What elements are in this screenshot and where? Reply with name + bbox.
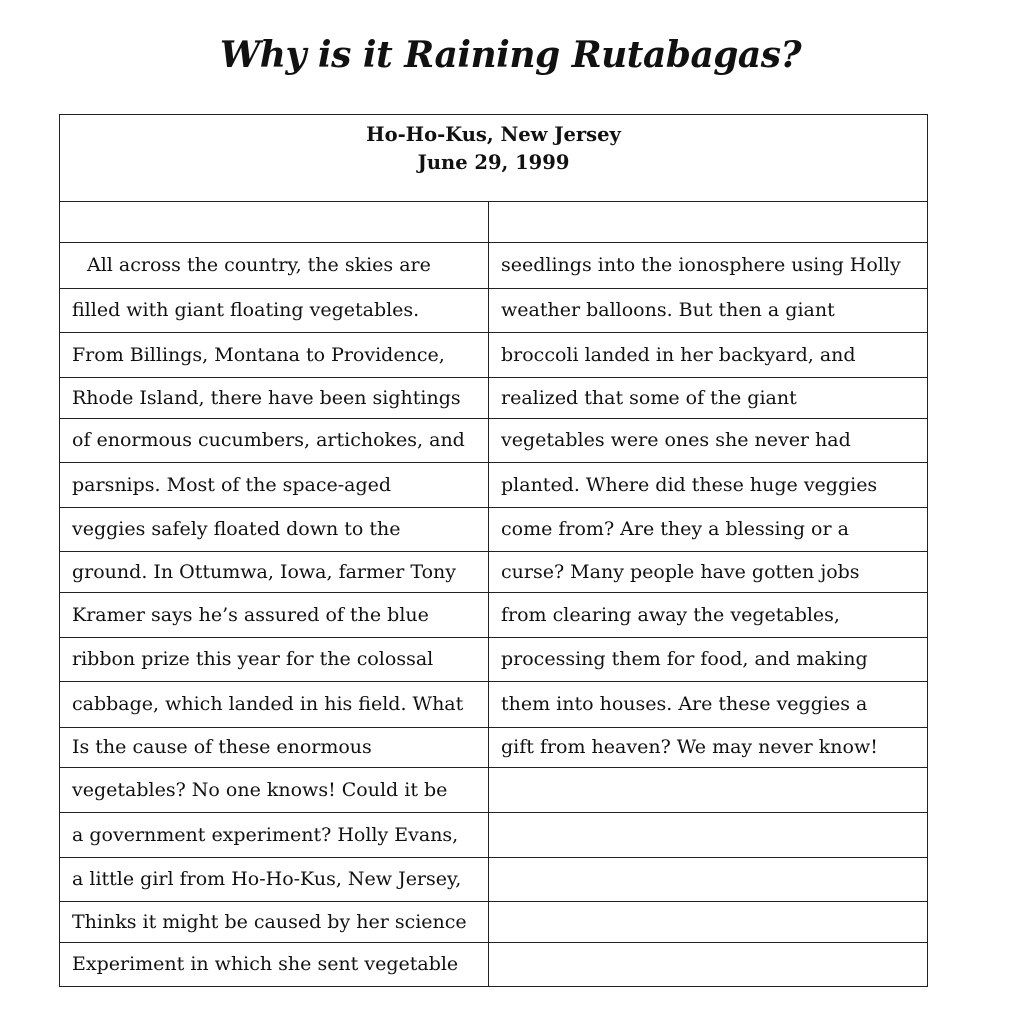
table-row bbox=[60, 858, 928, 902]
table-row bbox=[60, 552, 928, 593]
left-column-line: a little girl from Ho-Ho-Kus, New Jersey, bbox=[60, 858, 489, 902]
table-row bbox=[60, 728, 928, 768]
table-row bbox=[60, 682, 928, 728]
empty-cell-left bbox=[60, 202, 489, 243]
left-column-line: cabbage, which landed in his field. What bbox=[60, 682, 489, 728]
right-column-line: processing them for food, and making bbox=[489, 638, 928, 682]
left-column-line: Is the cause of these enormous bbox=[60, 728, 489, 768]
table-row bbox=[60, 289, 928, 333]
right-column-line bbox=[489, 813, 928, 858]
right-column-line: weather balloons. But then a giant bbox=[489, 289, 928, 333]
empty-cell-right bbox=[489, 202, 928, 243]
right-column-line: curse? Many people have gotten jobs bbox=[489, 552, 928, 593]
table-row bbox=[60, 463, 928, 508]
right-column-line: vegetables were ones she never had bbox=[489, 419, 928, 463]
right-column-line bbox=[489, 858, 928, 902]
right-column-line bbox=[489, 768, 928, 813]
page-title: Why is it Raining Rutabagas? bbox=[219, 34, 802, 76]
table-row bbox=[60, 378, 928, 419]
left-column-line: filled with giant floating vegetables. bbox=[60, 289, 489, 333]
header-row bbox=[60, 115, 928, 202]
left-column-line: veggies safely floated down to the bbox=[60, 508, 489, 552]
dateline-location: Ho-Ho-Kus, New Jersey bbox=[366, 123, 621, 146]
table-row bbox=[60, 638, 928, 682]
left-column-line: Rhode Island, there have been sightings bbox=[60, 378, 489, 419]
right-column-line: seedlings into the ionosphere using Holly bbox=[489, 243, 928, 289]
left-column-line: ground. In Ottumwa, Iowa, farmer Tony bbox=[60, 552, 489, 593]
right-column-line: realized that some of the giant bbox=[489, 378, 928, 419]
table-row bbox=[60, 813, 928, 858]
left-column-line: parsnips. Most of the space-aged bbox=[60, 463, 489, 508]
right-column-line: planted. Where did these huge veggies bbox=[489, 463, 928, 508]
table-row bbox=[60, 333, 928, 378]
left-column-line: Kramer says he’s assured of the blue bbox=[60, 593, 489, 638]
left-column-line: vegetables? No one knows! Could it be bbox=[60, 768, 489, 813]
table-row bbox=[60, 902, 928, 943]
table-row bbox=[60, 768, 928, 813]
left-column-line: of enormous cucumbers, artichokes, and bbox=[60, 419, 489, 463]
right-column-line: come from? Are they a blessing or a bbox=[489, 508, 928, 552]
table-row bbox=[60, 593, 928, 638]
left-column-line: Experiment in which she sent vegetable bbox=[60, 943, 489, 987]
right-column-line: them into houses. Are these veggies a bbox=[489, 682, 928, 728]
dateline-date: June 29, 1999 bbox=[417, 151, 570, 174]
dateline-cell bbox=[60, 115, 928, 202]
table-row bbox=[60, 419, 928, 463]
left-column-line: ribbon prize this year for the colossal bbox=[60, 638, 489, 682]
right-column-line: broccoli landed in her backyard, and bbox=[489, 333, 928, 378]
right-column-line bbox=[489, 902, 928, 943]
left-column-line: Thinks it might be caused by her science bbox=[60, 902, 489, 943]
table-row bbox=[60, 943, 928, 987]
right-column-line: gift from heaven? We may never know! bbox=[489, 728, 928, 768]
right-column-line bbox=[489, 943, 928, 987]
table-row bbox=[60, 508, 928, 552]
left-column-line: From Billings, Montana to Providence, bbox=[60, 333, 489, 378]
left-column-line: a government experiment? Holly Evans, bbox=[60, 813, 489, 858]
right-column-line: from clearing away the vegetables, bbox=[489, 593, 928, 638]
left-column-line: All across the country, the skies are bbox=[60, 243, 489, 289]
empty-row bbox=[60, 202, 928, 243]
article-table bbox=[59, 114, 928, 987]
table-row bbox=[60, 243, 928, 289]
